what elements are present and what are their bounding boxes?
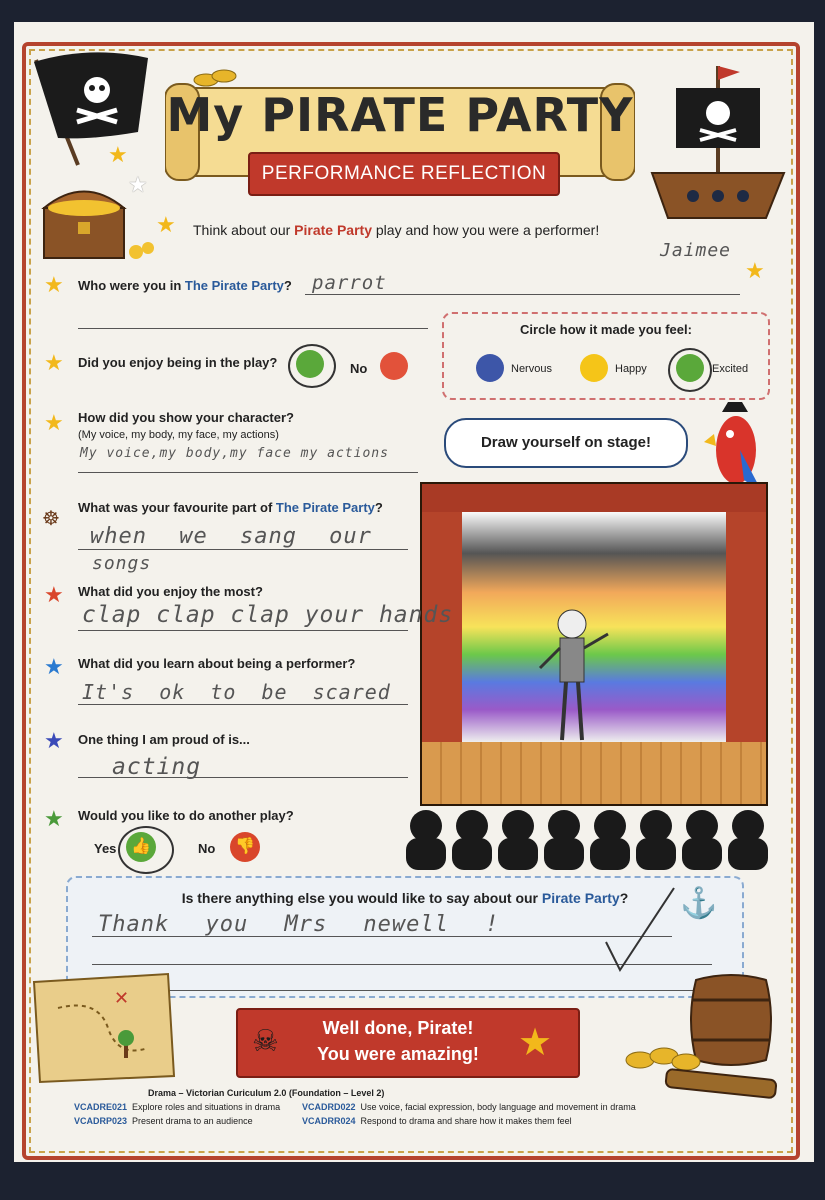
feelings-title: Circle how it made you feel: [520, 322, 692, 337]
sad-face-icon[interactable] [380, 352, 408, 380]
feeling-label: Happy [615, 363, 647, 375]
no-label: No [350, 361, 368, 376]
question-enjoy: Did you enjoy being in the play? [78, 355, 278, 370]
question-role: Who were you in The Pirate Party? [78, 278, 292, 293]
curriculum-item: VCADRE021 Explore roles and situations in drama [74, 1102, 281, 1112]
star-icon: ★ [108, 142, 128, 167]
star-icon: ★ [518, 1022, 553, 1064]
curriculum-item: VCADRP023 Present drama to an audience [74, 1116, 253, 1126]
star-icon: ★ [44, 410, 64, 435]
feeling-label: Excited [712, 363, 749, 375]
curriculum-item: VCADRD022 Use voice, facial expression, body language and movement in drama [302, 1102, 636, 1112]
nervous-face-icon[interactable] [476, 354, 504, 382]
star-icon: ★ [44, 806, 64, 831]
star-icon: ★ [44, 350, 64, 375]
happy-face-icon[interactable] [580, 354, 608, 382]
subtitle-ribbon: PERFORMANCE REFLECTION [248, 152, 560, 196]
well-done-banner [236, 1008, 580, 1078]
answer-role: parrot [312, 272, 387, 294]
thumbs-down-icon[interactable]: 👎 [230, 832, 260, 862]
answer-learn: It's ok to be scared [82, 680, 391, 704]
anything-else-prompt: Is there anything else you would like to say about our Pirate Party? [181, 890, 629, 906]
question-learn: What did you learn about being a performer? [78, 656, 356, 671]
star-icon: ★ [745, 258, 765, 283]
stage-floor [422, 742, 766, 804]
question-another-play: Would you like to do another play? [78, 808, 294, 823]
teacher-tick-mark [598, 884, 678, 974]
skull-icon: ☠ [252, 1025, 279, 1058]
star-icon: ★ [44, 272, 64, 297]
answer-line [78, 704, 408, 705]
stage-drawing [420, 482, 768, 806]
top-valance [422, 484, 766, 512]
treasure-map-icon [28, 968, 178, 1088]
no-label: No [198, 841, 216, 856]
audience-silhouettes [404, 800, 774, 870]
question-enjoy-most: What did you enjoy the most? [78, 584, 263, 599]
anything-else-answer: Thank you Mrs newell ! [98, 912, 500, 937]
yes-smiley-icon[interactable] [296, 350, 324, 378]
answer-line [78, 549, 408, 550]
ship-wheel-icon: ☸ [42, 508, 60, 530]
right-curtain [726, 484, 766, 774]
answer-proud: acting [112, 754, 202, 780]
curriculum-title: Drama – Victorian Curiculum 2.0 (Foundation – Level 2) [148, 1088, 385, 1098]
banner-line-1: Well done, Pirate! [322, 1018, 474, 1038]
feelings-box [442, 312, 770, 400]
answer-line [78, 777, 408, 778]
question-hint: (My voice, my body, my face, my actions) [78, 429, 279, 441]
answer-enjoy-most: clap clap clap your hands [82, 602, 454, 628]
star-icon: ★ [44, 654, 64, 679]
left-curtain [422, 484, 462, 774]
coins-telescope-icon [616, 1040, 786, 1106]
answer-line [78, 472, 418, 473]
yes-label: Yes [94, 841, 117, 856]
student-name: Jaimee [660, 240, 732, 261]
question-proud: One thing I am proud of is... [78, 732, 250, 747]
pirate-flag-icon [20, 40, 160, 170]
answer-favourite-cont: songs [92, 553, 152, 574]
star-icon: ★ [44, 582, 64, 607]
page-title: My PIRATE PARTY [166, 88, 634, 142]
answer-line [92, 936, 672, 937]
svg-text:✕: ✕ [114, 988, 130, 1009]
pirate-ship-icon [648, 58, 788, 238]
star-icon: ★ [128, 172, 148, 197]
answer-line [92, 990, 712, 991]
feeling-label: Nervous [511, 363, 552, 375]
draw-prompt-bubble: Draw yourself on stage! [444, 418, 688, 468]
star-icon: ★ [156, 212, 176, 237]
answer-line [78, 630, 408, 631]
answer-line [305, 294, 740, 295]
answer-favourite: when we sang our [90, 524, 372, 549]
excited-face-icon[interactable] [676, 354, 704, 382]
banner-line-2: You were amazing! [317, 1044, 479, 1064]
question-character: How did you show your character? [78, 410, 294, 425]
question-favourite: What was your favourite part of The Pirate Party? [78, 500, 383, 515]
answer-character: My voice,my body,my face my actions [80, 446, 389, 461]
drawn-pirate-figure [532, 604, 612, 744]
answer-line [78, 328, 428, 329]
curriculum-item: VCADRR024 Respond to drama and share how it makes them feel [302, 1116, 572, 1126]
anchor-icon: ⚓ [680, 887, 718, 920]
thumbs-up-icon[interactable]: 👍 [126, 832, 156, 862]
star-icon: ★ [44, 728, 64, 753]
intro-text: Think about our Pirate Party play and how you were a performer! [193, 222, 600, 238]
